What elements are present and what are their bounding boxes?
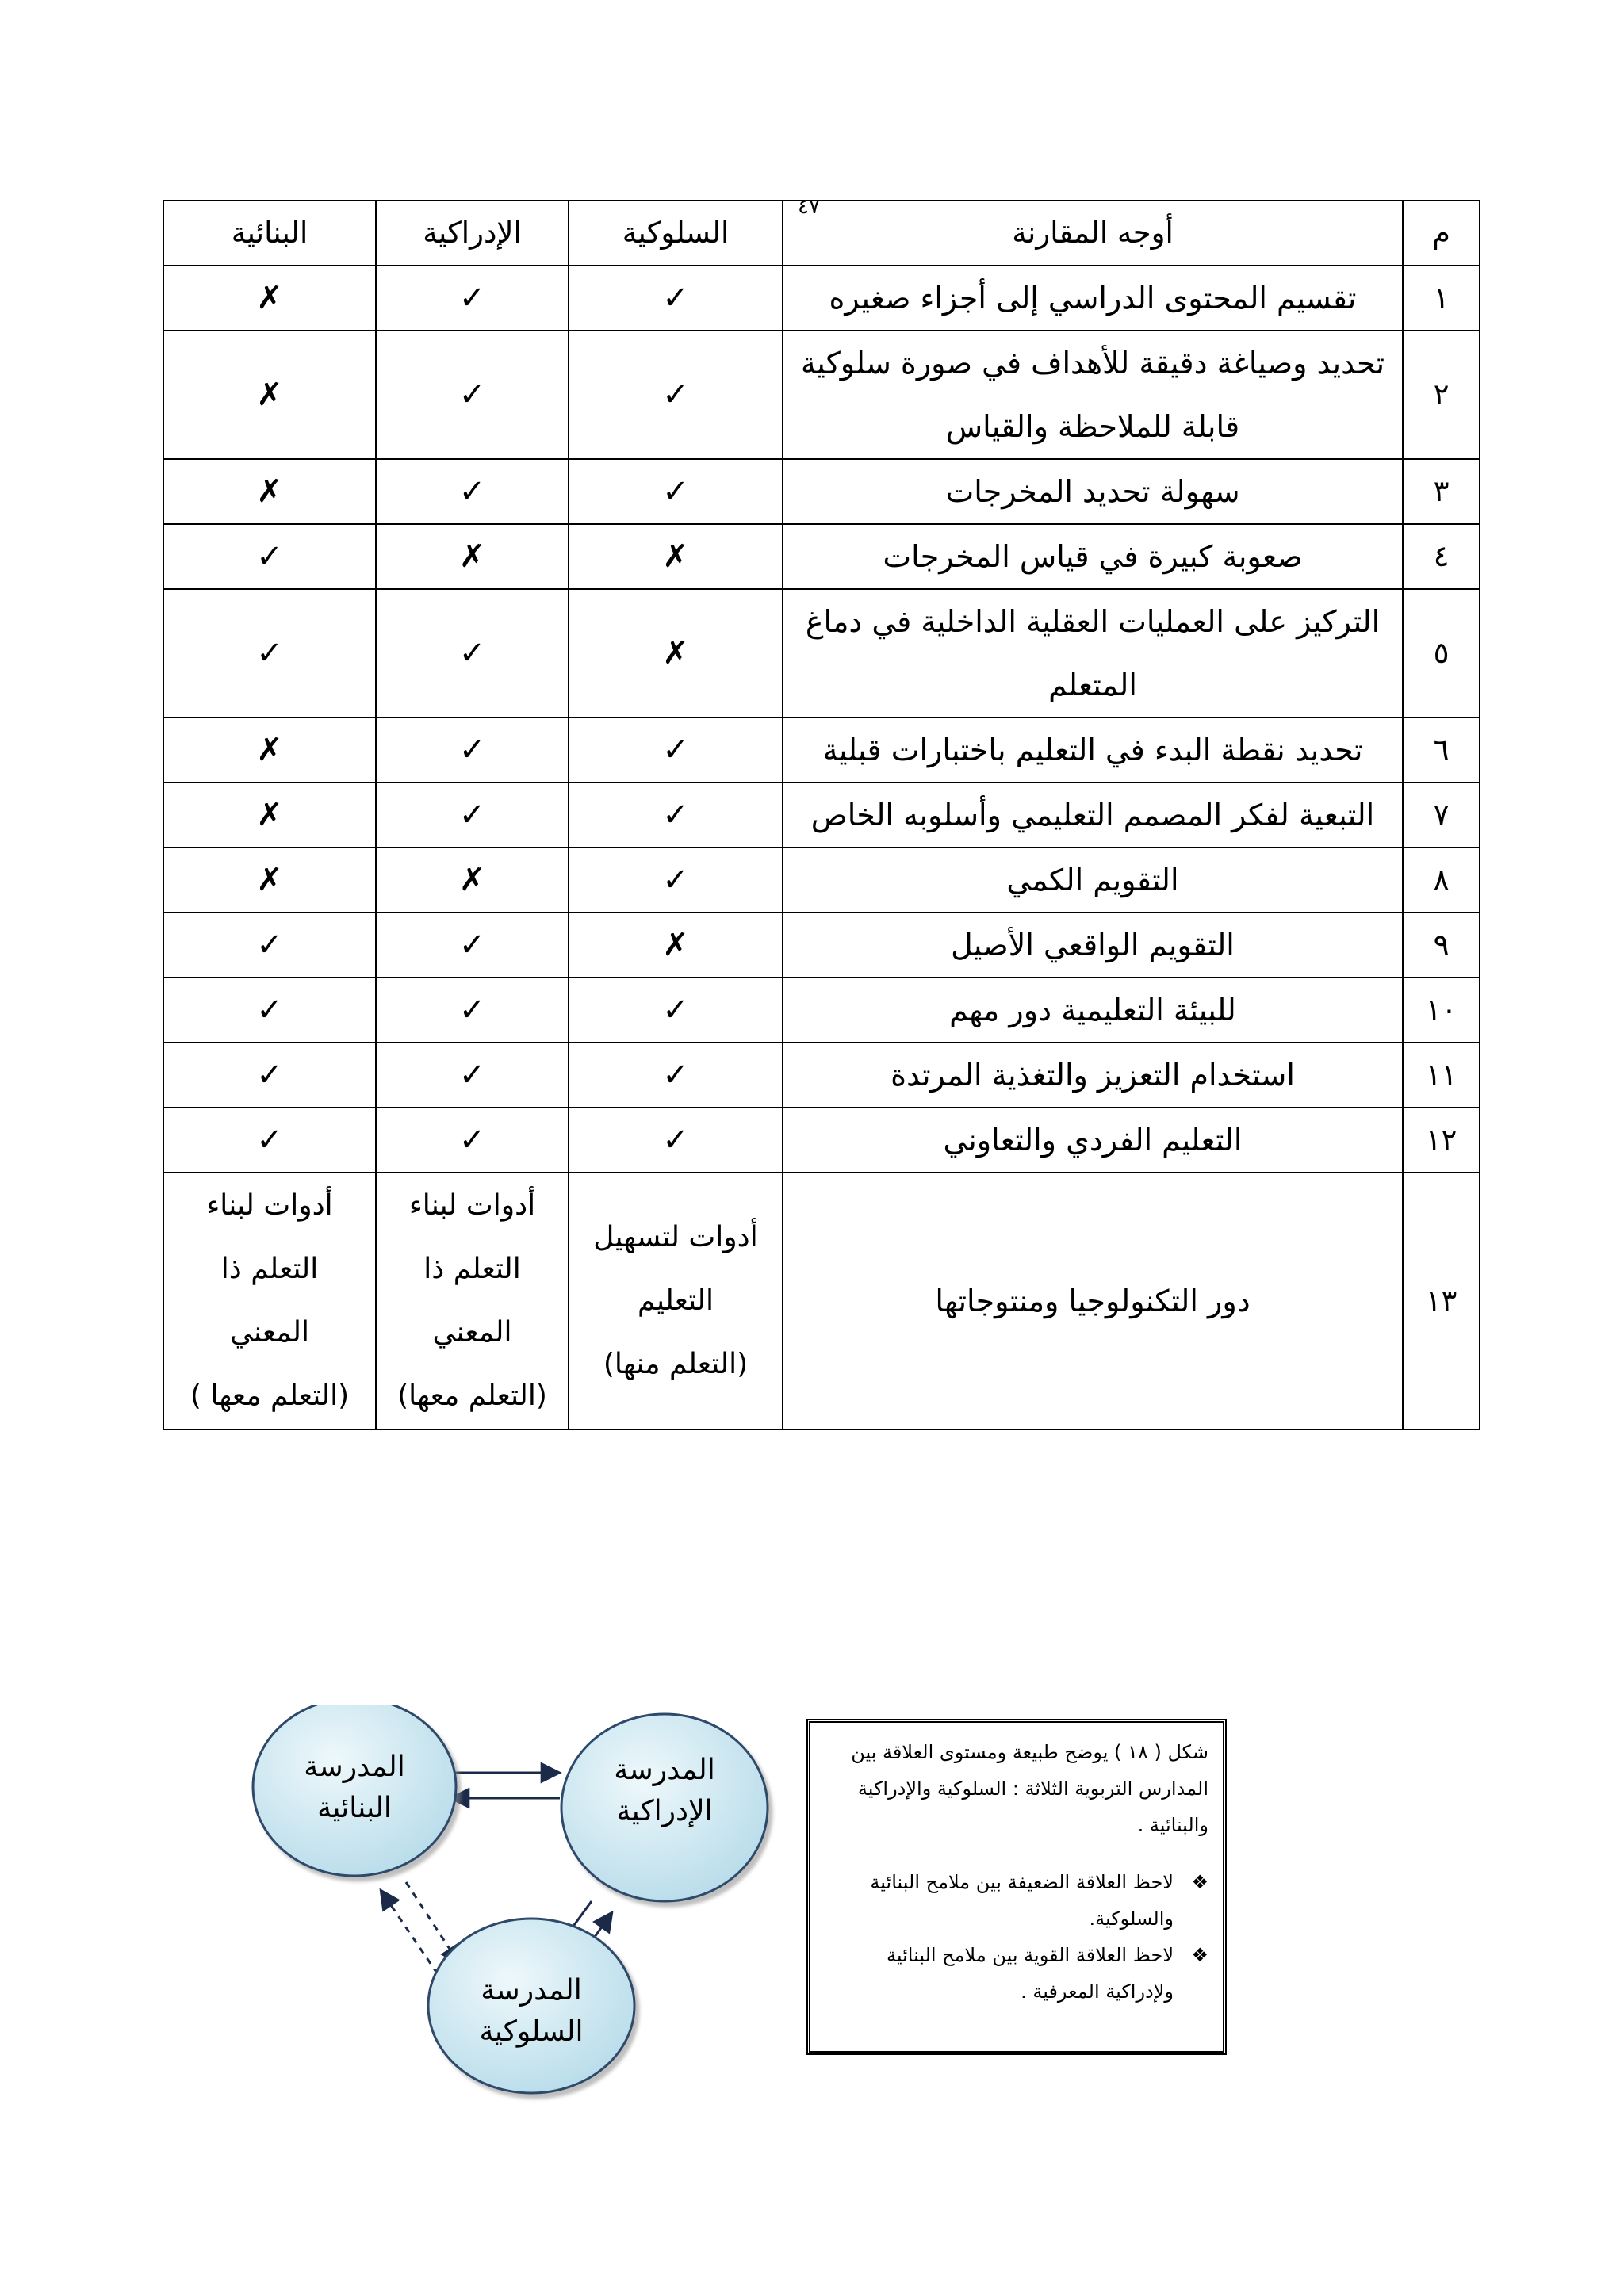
cross-icon: ✗ [569, 913, 783, 978]
row-aspect-line: التبعية لفكر المصمم التعليمي وأسلوبه الخاص [810, 798, 1375, 832]
node-behavioral [428, 1919, 634, 2093]
row-aspect-line: التقويم الكمي [1006, 863, 1179, 897]
table-row [163, 266, 1480, 331]
row-aspect-line: التعليم الفردي والتعاوني [943, 1123, 1243, 1158]
technology-role-line: أدوات لبناء [408, 1189, 536, 1222]
table-row [163, 524, 1480, 589]
caption-note [825, 1937, 1208, 2010]
table-row [163, 589, 1480, 718]
node-behavioral-line2: السلوكية [479, 2015, 584, 2048]
check-icon: ✓ [569, 783, 783, 848]
table-row [163, 1173, 1480, 1429]
figure-caption-text: شكل ( ١٨ ) يوضح طبيعة ومستوى العلاقة بين المدارس التربوية الثلاثة : السلوكية والإدراكية والبنائية . [851, 1741, 1208, 1836]
table-row [163, 978, 1480, 1043]
row-aspect-line: التركيز على العمليات العقلية الداخلية في دماغ [805, 604, 1381, 639]
row-number: ١ [1403, 266, 1480, 331]
check-icon: ✓ [569, 978, 783, 1043]
row-number: ٥ [1403, 589, 1480, 718]
row-number: ١٠ [1403, 978, 1480, 1043]
table-row [163, 459, 1480, 524]
row-aspect-line: التقويم الواقعي الأصيل [951, 928, 1235, 962]
check-icon: ✓ [376, 1108, 569, 1173]
table-row [163, 913, 1480, 978]
table-row [163, 1108, 1480, 1173]
table-row [163, 718, 1480, 783]
row-number: ١٣ [1403, 1173, 1480, 1429]
row-number: ١٢ [1403, 1108, 1480, 1173]
check-icon: ✓ [163, 978, 376, 1043]
technology-role-line: أدوات لتسهيل [593, 1221, 758, 1253]
check-icon: ✓ [376, 718, 569, 783]
page-number: ٤٧ [798, 195, 820, 219]
technology-role-line: (التعلم معها) [397, 1380, 547, 1412]
check-icon: ✓ [569, 266, 783, 331]
header-constructivist: البنائية [163, 201, 376, 266]
cross-icon: ✗ [163, 848, 376, 913]
row-aspect [783, 589, 1403, 718]
row-number: ٨ [1403, 848, 1480, 913]
check-icon: ✓ [569, 718, 783, 783]
row-aspect-line: المتعلم [1048, 668, 1137, 702]
caption-note [825, 1864, 1208, 1937]
row-aspect [783, 1108, 1403, 1173]
row-aspect [783, 978, 1403, 1043]
node-constructivist [253, 1705, 456, 1876]
node-cognitive-line1: المدرسة [614, 1754, 715, 1786]
row-aspect [783, 459, 1403, 524]
row-aspect-line: تحديد وصياغة دقيقة للأهداف في صورة سلوكية [800, 346, 1385, 381]
caption-note-text: لاحظ العلاقة القوية بين ملامح البنائية ولإدراكية المعرفية . [886, 1944, 1174, 2003]
node-constructivist-line2: البنائية [317, 1792, 392, 1824]
header-num: م [1403, 201, 1480, 266]
check-icon: ✓ [376, 266, 569, 331]
check-icon: ✓ [569, 1108, 783, 1173]
table-row [163, 1043, 1480, 1108]
row-aspect-line: قابلة للملاحظة والقياس [945, 409, 1240, 444]
table-row [163, 848, 1480, 913]
row-aspect [783, 848, 1403, 913]
row-number: ٣ [1403, 459, 1480, 524]
caption-note-text: لاحظ العلاقة الضعيفة بين ملامح البنائية والسلوكية. [870, 1871, 1174, 1930]
technology-role-line: (التعلم منها) [603, 1348, 749, 1380]
row-aspect [783, 1043, 1403, 1108]
table-header-row [163, 201, 1480, 266]
node-cognitive-line2: الإدراكية [616, 1795, 713, 1827]
header-cognitive: الإدراكية [376, 201, 569, 266]
row-aspect-line: تقسيم المحتوى الدراسي إلى أجزاء صغيره [829, 281, 1357, 316]
check-icon: ✓ [569, 331, 783, 459]
row-aspect: دور التكنولوجيا ومنتوجاتها [783, 1173, 1403, 1429]
caption-notes-list [825, 1864, 1208, 2010]
cross-icon: ✗ [163, 266, 376, 331]
node-cognitive [561, 1714, 768, 1901]
table-row [163, 331, 1480, 459]
row-aspect-line: استخدام التعزيز والتغذية المرتدة [891, 1058, 1295, 1093]
check-icon: ✓ [376, 459, 569, 524]
node-constructivist-line1: المدرسة [304, 1751, 405, 1783]
check-icon: ✓ [376, 978, 569, 1043]
comparison-table [163, 200, 1480, 1430]
row-number: ٧ [1403, 783, 1480, 848]
row-aspect [783, 718, 1403, 783]
check-icon: ✓ [376, 913, 569, 978]
table-row [163, 783, 1480, 848]
technology-role-line: (التعلم معها ) [190, 1380, 350, 1412]
node-behavioral-line1: المدرسة [481, 1974, 582, 2007]
check-icon: ✓ [569, 459, 783, 524]
check-icon: ✓ [569, 1043, 783, 1108]
technology-role-line: المعني [432, 1316, 512, 1349]
check-icon: ✓ [376, 589, 569, 718]
row-aspect-line: تحديد نقطة البدء في التعليم باختبارات قبلية [822, 733, 1363, 767]
diamond-bullet-icon: ❖ [1191, 1944, 1208, 1966]
check-icon: ✓ [163, 1043, 376, 1108]
technology-role-line: المعني [229, 1316, 310, 1349]
row-aspect [783, 331, 1403, 459]
header-aspect: أوجه المقارنة [783, 201, 1403, 266]
row-aspect [783, 266, 1403, 331]
row-aspect [783, 913, 1403, 978]
row-aspect-line: صعوبة كبيرة في قياس المخرجات [883, 539, 1303, 574]
technology-role-behavioral [569, 1173, 783, 1429]
technology-role-line: أدوات لبناء [206, 1189, 333, 1222]
check-icon: ✓ [376, 783, 569, 848]
check-icon: ✓ [376, 1043, 569, 1108]
row-aspect-line: للبيئة التعليمية دور مهم [949, 993, 1236, 1027]
cross-icon: ✗ [163, 331, 376, 459]
cross-icon: ✗ [376, 524, 569, 589]
row-number: ١١ [1403, 1043, 1480, 1108]
check-icon: ✓ [163, 1108, 376, 1173]
row-number: ٩ [1403, 913, 1480, 978]
check-icon: ✓ [163, 913, 376, 978]
check-icon: ✓ [569, 848, 783, 913]
figure-caption-box [806, 1719, 1227, 2055]
cross-icon: ✗ [163, 718, 376, 783]
cross-icon: ✗ [163, 459, 376, 524]
cross-icon: ✗ [569, 524, 783, 589]
row-number: ٤ [1403, 524, 1480, 589]
check-icon: ✓ [163, 524, 376, 589]
technology-role-line: التعلم ذا [423, 1253, 521, 1285]
check-icon: ✓ [376, 331, 569, 459]
row-number: ٦ [1403, 718, 1480, 783]
technology-role-line: التعلم ذا [220, 1253, 319, 1285]
row-aspect-line: سهولة تحديد المخرجات [945, 474, 1240, 509]
technology-role-line: التعليم [638, 1284, 714, 1317]
check-icon: ✓ [163, 589, 376, 718]
row-number: ٢ [1403, 331, 1480, 459]
cross-icon: ✗ [569, 589, 783, 718]
schools-relationship-diagram [230, 1705, 801, 2117]
cross-icon: ✗ [163, 783, 376, 848]
technology-role-cognitive [376, 1173, 569, 1429]
dashed-arrow-behavioral-to-constructivist [381, 1890, 438, 1974]
cross-icon: ✗ [376, 848, 569, 913]
header-behavioral: السلوكية [569, 201, 783, 266]
technology-role-constructivist [163, 1173, 376, 1429]
diamond-bullet-icon: ❖ [1191, 1871, 1208, 1893]
row-aspect [783, 524, 1403, 589]
row-aspect [783, 783, 1403, 848]
